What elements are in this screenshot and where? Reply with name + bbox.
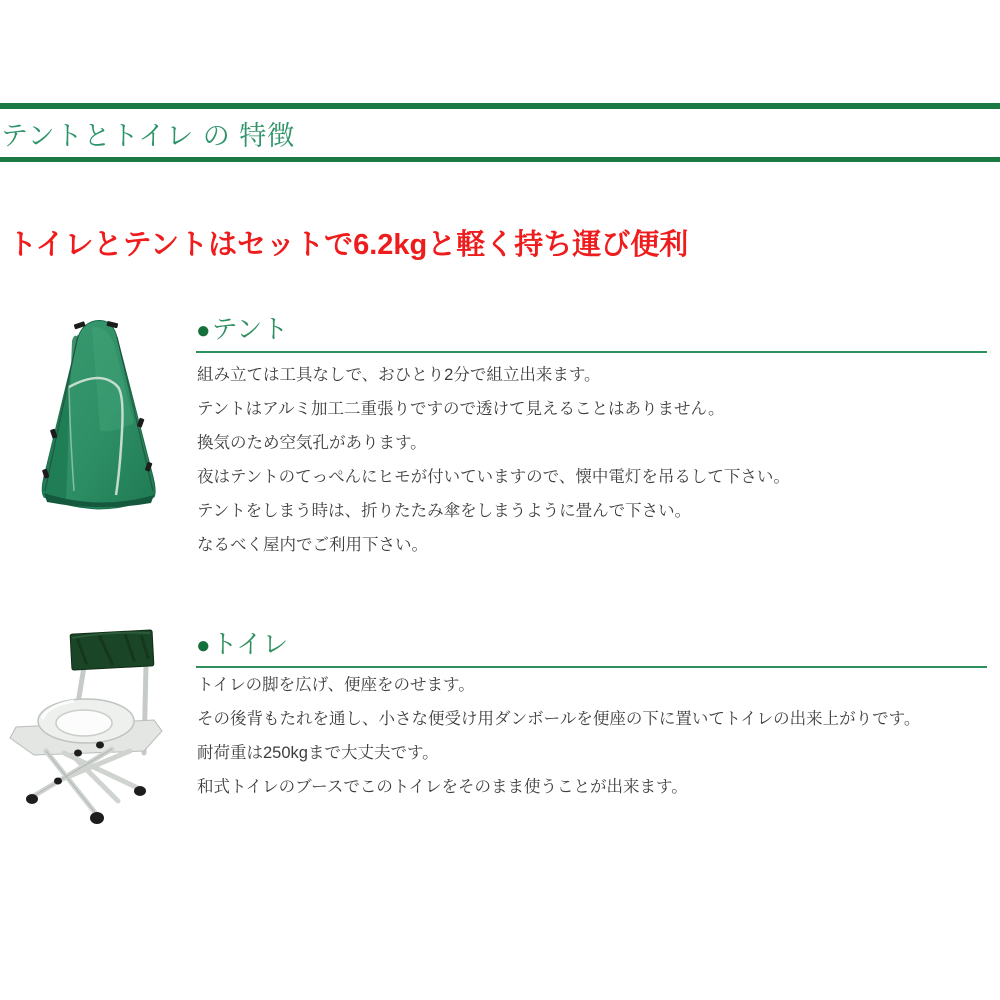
tent-line: 夜はテントのてっぺんにヒモが付いていますので、懐中電灯を吊るして下さい。: [197, 468, 790, 486]
tent-section-heading: [196, 309, 987, 353]
toilet-line: その後背もたれを通し、小さな便受け用ダンボールを便座の下に置いてトイレの出来上がりです。: [197, 710, 921, 728]
page-title: テントとトイレ の 特徴: [1, 121, 296, 151]
tent-section-title: テント: [211, 314, 289, 344]
circle-bullet-icon: ●: [196, 317, 211, 344]
toilet-line: 耐荷重は250kgまで大丈夫です。: [197, 744, 439, 762]
tent-line: テントをしまう時は、折りたたみ傘をしまうように畳んで下さい。: [197, 502, 692, 520]
header-bottom-rule: [0, 157, 1000, 162]
toilet-chair-illustration: [8, 623, 168, 833]
toilet-section-heading: [196, 624, 987, 668]
toilet-line: トイレの脚を広げ、便座をのせます。: [197, 676, 475, 694]
tent-photo: [14, 313, 174, 518]
headline: トイレとテントはセットで6.2kgと軽く持ち運び便利: [8, 229, 689, 261]
tent-illustration: [14, 313, 174, 513]
circle-bullet-icon: ●: [196, 632, 211, 659]
tent-line: 換気のため空気孔があります。: [197, 434, 427, 452]
toilet-chair-photo: [8, 623, 168, 838]
tent-line: 組み立ては工具なしで、おひとり2分で組立出来ます。: [197, 366, 601, 384]
tent-line: なるべく屋内でご利用下さい。: [197, 536, 428, 554]
tent-line: テントはアルミ加工二重張りですので透けて見えることはありません。: [197, 400, 725, 418]
header-top-rule: [0, 103, 1000, 109]
toilet-line: 和式トイレのブースでこのトイレをそのまま使うことが出来ます。: [197, 778, 688, 796]
tent-section-text: [197, 358, 997, 562]
toilet-section-title: トイレ: [211, 629, 289, 659]
toilet-section-text: [197, 668, 997, 804]
